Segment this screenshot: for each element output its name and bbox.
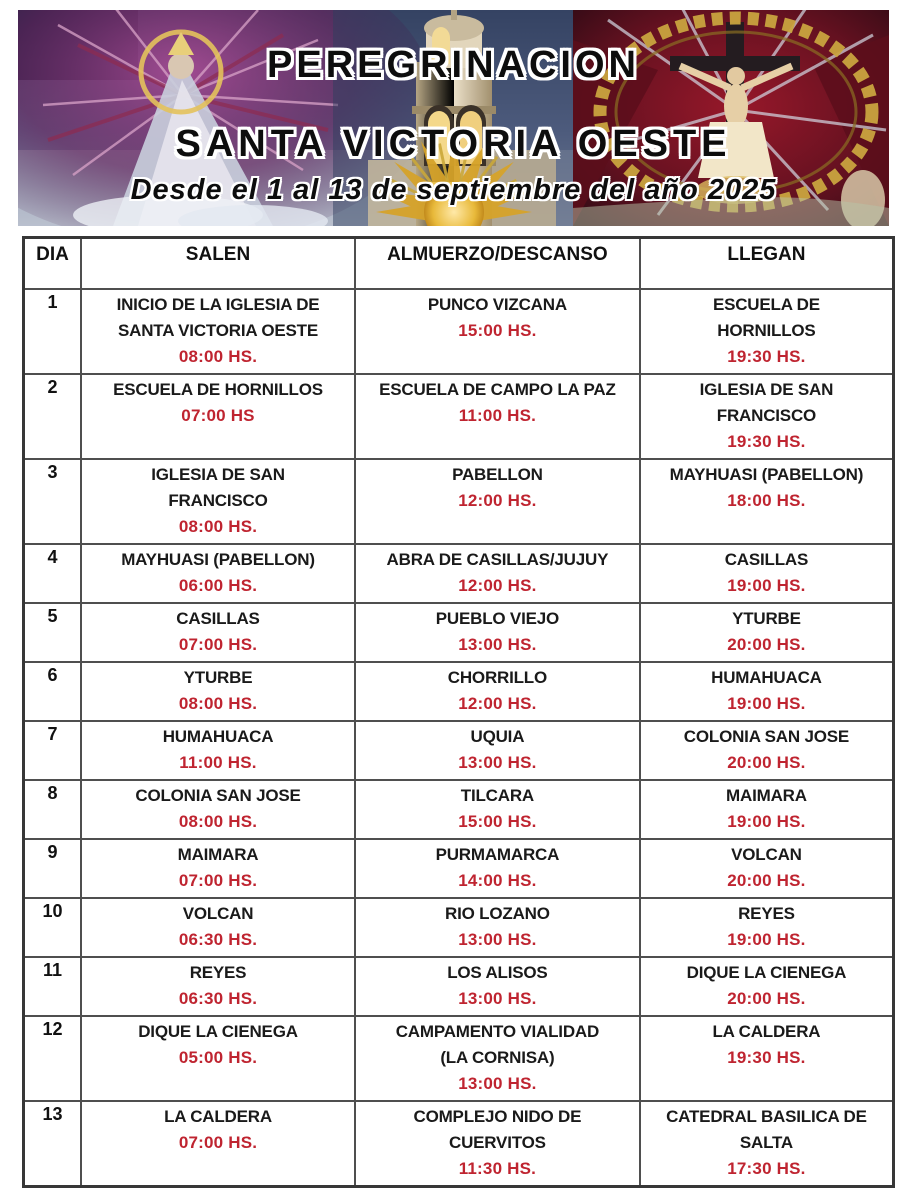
place-name: LA CALDERA [164, 1107, 272, 1126]
column-header-salen: SALEN [81, 238, 355, 290]
table-row [24, 603, 894, 662]
place-name: COMPLEJO NIDO DE [413, 1107, 582, 1126]
place-name: CAMPAMENTO VIALIDAD [395, 1022, 600, 1041]
time-text: 07:00 HS. [178, 1133, 258, 1152]
time-text: 12:00 HS. [458, 694, 537, 713]
table-row [24, 957, 894, 1016]
place-name: UQUIA [470, 727, 525, 746]
almuerzo-cell [355, 780, 640, 839]
place-name: TILCARA [460, 786, 534, 805]
place-name: IGLESIA DE SAN [151, 465, 285, 484]
place-name: REYES [738, 904, 795, 923]
schedule-table [22, 236, 895, 1188]
llegan-cell [640, 1101, 894, 1187]
llegan-cell [640, 459, 894, 544]
time-text: 06:30 HS. [178, 989, 258, 1008]
time-text: 13:00 HS. [458, 753, 537, 772]
place-name: COLONIA SAN JOSE [135, 786, 301, 805]
table-row [24, 721, 894, 780]
time-text: 13:00 HS. [458, 989, 537, 1008]
time-text: 18:00 HS. [727, 491, 806, 510]
almuerzo-cell [355, 1016, 640, 1101]
table-row [24, 544, 894, 603]
day-number: 9 [24, 839, 82, 898]
place-name: LA CALDERA [712, 1022, 821, 1041]
almuerzo-cell [355, 544, 640, 603]
time-text: 13:00 HS. [458, 635, 537, 654]
place-name: YTURBE [732, 609, 801, 628]
day-number: 2 [24, 374, 82, 459]
table-row [24, 1016, 894, 1101]
header-collage [18, 10, 889, 226]
table-row [24, 459, 894, 544]
place-name: ABRA DE CASILLAS/JUJUY [386, 550, 609, 569]
time-text: 19:00 HS. [727, 694, 806, 713]
llegan-cell [640, 1016, 894, 1101]
table-row [24, 662, 894, 721]
time-text: 19:30 HS. [727, 1048, 806, 1067]
table-row [24, 839, 894, 898]
llegan-cell [640, 898, 894, 957]
day-number: 10 [24, 898, 82, 957]
almuerzo-cell [355, 374, 640, 459]
llegan-cell [640, 662, 894, 721]
salen-cell [81, 289, 355, 374]
time-text: 11:30 HS. [458, 1159, 537, 1178]
place-name: COLONIA SAN JOSE [683, 727, 850, 746]
time-text: 05:00 HS. [178, 1048, 258, 1067]
llegan-cell [640, 289, 894, 374]
place-name: PABELLON [452, 465, 543, 484]
place-name: YTURBE [183, 668, 253, 687]
schedule-table-body [24, 289, 894, 1187]
time-text: 19:30 HS. [727, 347, 806, 366]
time-text: 08:00 HS. [178, 347, 258, 366]
almuerzo-cell [355, 721, 640, 780]
crucifix-image [573, 10, 889, 226]
salen-cell [81, 721, 355, 780]
day-number: 3 [24, 459, 82, 544]
time-text: 11:00 HS. [458, 406, 537, 425]
salen-cell [81, 898, 355, 957]
time-text: 07:00 HS. [178, 635, 258, 654]
salen-cell [81, 839, 355, 898]
almuerzo-cell [355, 603, 640, 662]
salen-cell [81, 603, 355, 662]
time-text: 20:00 HS. [727, 635, 806, 654]
llegan-cell [640, 374, 894, 459]
place-name: FRANCISCO [716, 406, 817, 425]
table-row [24, 1101, 894, 1187]
table-row [24, 898, 894, 957]
poster-subtitle-place: SANTA VICTORIA OESTE [175, 123, 732, 165]
place-name: ESCUELA DE HORNILLOS [113, 380, 323, 399]
salen-cell [81, 957, 355, 1016]
place-name: IGLESIA DE SAN [699, 380, 834, 399]
day-number: 8 [24, 780, 82, 839]
place-name: MAYHUASI (PABELLON) [669, 465, 864, 484]
time-text: 07:00 HS. [178, 871, 258, 890]
llegan-cell [640, 603, 894, 662]
place-name: CUERVITOS [449, 1133, 546, 1152]
place-name: MAIMARA [177, 845, 259, 864]
almuerzo-cell [355, 898, 640, 957]
time-text: 07:00 HS [181, 406, 255, 425]
time-text: 12:00 HS. [458, 491, 537, 510]
llegan-cell [640, 957, 894, 1016]
column-header-dia: DIA [24, 238, 82, 290]
salen-cell [81, 662, 355, 721]
place-name: DIQUE LA CIENEGA [138, 1022, 298, 1041]
place-name: HORNILLOS [717, 321, 816, 340]
time-text: 08:00 HS. [178, 517, 258, 536]
day-number: 6 [24, 662, 82, 721]
time-text: 17:30 HS. [727, 1159, 806, 1178]
table-row [24, 780, 894, 839]
time-text: 19:00 HS. [727, 576, 806, 595]
place-name: REYES [189, 963, 247, 982]
time-text: 19:30 HS. [727, 432, 806, 451]
place-name: CHORRILLO [447, 668, 548, 687]
header-collage-image [18, 10, 889, 226]
place-name: HUMAHUACA [162, 727, 274, 746]
day-number: 11 [24, 957, 82, 1016]
time-text: 19:00 HS. [727, 930, 806, 949]
place-name: ESCUELA DE [712, 295, 820, 314]
almuerzo-cell [355, 1101, 640, 1187]
place-name: RIO LOZANO [445, 904, 550, 923]
table-row [24, 289, 894, 374]
time-text: 11:00 HS. [179, 753, 257, 772]
salen-cell [81, 1101, 355, 1187]
time-text: 15:00 HS. [458, 321, 537, 340]
schedule-table-header [24, 238, 894, 290]
column-header-almuerzo: ALMUERZO/DESCANSO [355, 238, 640, 290]
day-number: 7 [24, 721, 82, 780]
almuerzo-cell [355, 662, 640, 721]
time-text: 13:00 HS. [458, 930, 537, 949]
time-text: 15:00 HS. [458, 812, 537, 831]
time-text: 13:00 HS. [458, 1074, 537, 1093]
salen-cell [81, 459, 355, 544]
day-number: 12 [24, 1016, 82, 1101]
time-text: 08:00 HS. [178, 812, 258, 831]
day-number: 4 [24, 544, 82, 603]
place-name: MAIMARA [726, 786, 807, 805]
place-name: VOLCAN [182, 904, 254, 923]
time-text: 12:00 HS. [458, 576, 537, 595]
llegan-cell [640, 544, 894, 603]
place-name: INICIO DE LA IGLESIA DE [116, 295, 320, 314]
place-name: PURMAMARCA [435, 845, 560, 864]
place-name: DIQUE LA CIENEGA [686, 963, 847, 982]
time-text: 20:00 HS. [727, 753, 806, 772]
almuerzo-cell [355, 839, 640, 898]
salen-cell [81, 1016, 355, 1101]
place-name: CATEDRAL BASILICA DE [666, 1107, 867, 1126]
place-name: SALTA [739, 1133, 793, 1152]
place-name: MAYHUASI (PABELLON) [121, 550, 315, 569]
place-name: ESCUELA DE CAMPO LA PAZ [379, 380, 616, 399]
time-text: 08:00 HS. [178, 694, 258, 713]
poster-date-range: Desde el 1 al 13 de septiembre del año 2025 [130, 174, 777, 206]
almuerzo-cell [355, 459, 640, 544]
llegan-cell [640, 839, 894, 898]
time-text: 06:00 HS. [178, 576, 258, 595]
place-name: PUEBLO VIEJO [435, 609, 560, 628]
place-name: PUNCO VIZCANA [427, 295, 567, 314]
almuerzo-cell [355, 289, 640, 374]
place-name: (LA CORNISA) [440, 1048, 555, 1067]
table-row [24, 374, 894, 459]
place-name: FRANCISCO [168, 491, 268, 510]
day-number: 13 [24, 1101, 82, 1187]
poster-title: PEREGRINACION [267, 44, 640, 86]
day-number: 1 [24, 289, 82, 374]
salen-cell [81, 780, 355, 839]
time-text: 14:00 HS. [458, 871, 537, 890]
llegan-cell [640, 721, 894, 780]
day-number: 5 [24, 603, 82, 662]
salen-cell [81, 544, 355, 603]
time-text: 20:00 HS. [727, 989, 806, 1008]
place-name: VOLCAN [731, 845, 802, 864]
time-text: 19:00 HS. [727, 812, 806, 831]
place-name: HUMAHUACA [711, 668, 822, 687]
time-text: 06:30 HS. [178, 930, 258, 949]
place-name: CASILLAS [176, 609, 260, 628]
place-name: LOS ALISOS [447, 963, 548, 982]
place-name: SANTA VICTORIA OESTE [117, 321, 319, 340]
place-name: CASILLAS [724, 550, 809, 569]
time-text: 20:00 HS. [727, 871, 806, 890]
salen-cell [81, 374, 355, 459]
llegan-cell [640, 780, 894, 839]
column-header-llegan: LLEGAN [640, 238, 894, 290]
almuerzo-cell [355, 957, 640, 1016]
